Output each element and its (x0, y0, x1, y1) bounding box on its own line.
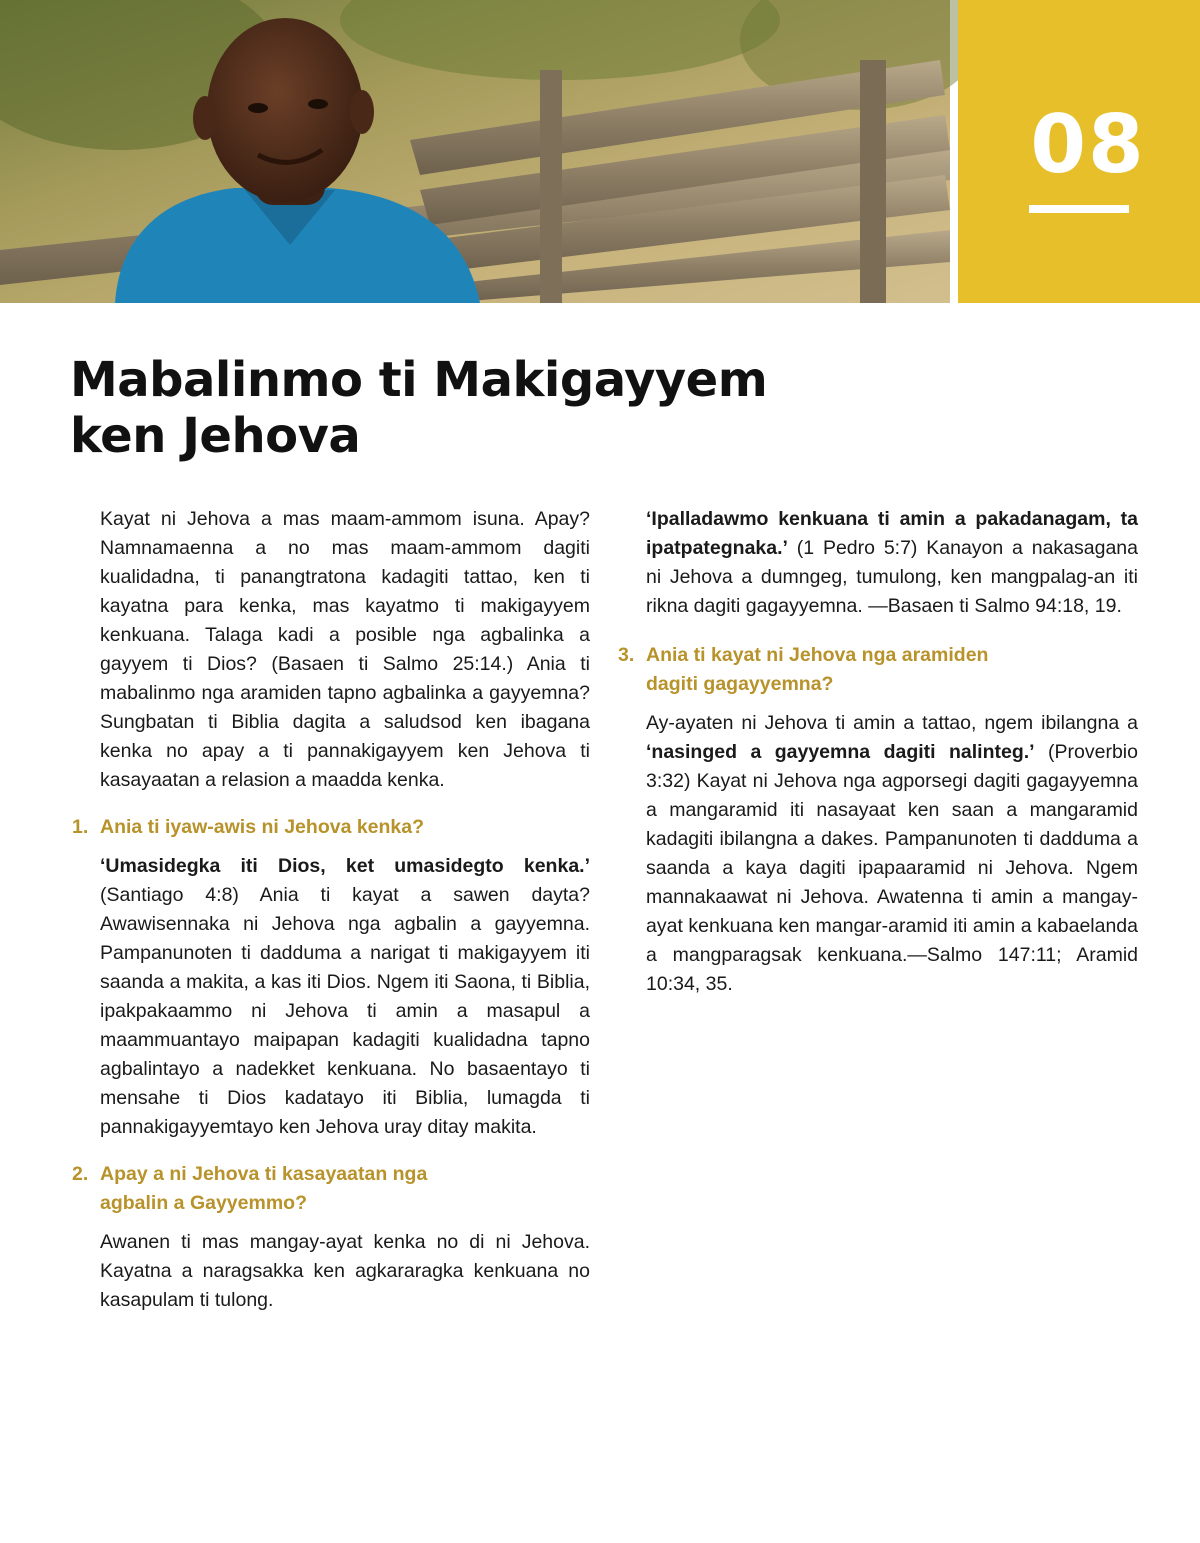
answer-3-body-end: (Proverbio 3:32) Kayat ni Jehova nga agporsegi dagiti gagayyemna a mangaramid iti nasayaat ken saan a mangaramid kadagiti ibilangna a dakes. Pampanunoten ti dadduma a saanda a kaya dagiti ipapaaramid ni Jehova. Ngem mannakaawat ni Jehova. Awatenna ti amin a mangay-ayat kenkuana ken mangar-aramid iti amin a kabaelanda a mangparagsak kenkuana.—Salmo 147:11; Aramid 10:34, 35. (646, 741, 1138, 995)
intro-paragraph: Kayat ni Jehova a mas maam-ammom isuna. Apay? Namnamaenna a no mas maam-ammom dagiti kualidadna, ti panangtratona kadagiti tattao, ken ti kayatna para kenka, mas kayatmo ti makigayyem kenkuana. Talaga kadi a posible nga agbalinka a gayyem ti Dios? (Basaen ti Salmo 25:14.) Ania ti mabalinmo nga aramiden tapno agbalinka a gayyemna? Sungbatan ti Biblia dagita a saludsod ken ibagana kenka no apay a ti pannakigayyem ken Jehova ti kasayaatan a relasion a maadda kenka. (100, 508, 590, 791)
chapter-underline (1029, 205, 1129, 213)
right-column (618, 505, 1138, 999)
question-3-number: 3. (618, 644, 635, 666)
answer-1-quote: ‘Umasidegka iti Dios, ket umasidegto kenka.’ (100, 855, 590, 877)
question-3 (618, 641, 1138, 699)
answer-3-body-start: Ay-ayaten ni Jehova ti amin a tattao, ngem ibilangna a (646, 712, 1138, 734)
question-3-line-2: dagiti gagayyemna? (646, 673, 834, 695)
question-1-number: 1. (72, 816, 89, 838)
question-2-line-1: Apay a ni Jehova ti kasayaatan nga (100, 1163, 428, 1185)
chapter-badge (958, 0, 1200, 303)
answer-1-body: (Santiago 4:8) Ania ti kayat a sawen dayta? Awawisennaka ni Jehova nga agbalin a gayyemna. Pampanunoten ti dadduma a narigat ti makigayyem iti saanda a makita, a kas iti Dios. Ngem iti Saona, ti Biblia, ipakpakaammo ni Jehova ti amin a masapul a maammuantayo maipapan kadagiti kualidadna tapno agbalintayo a nadekket kenkuana. No basaentayo ti mensahe ti Dios kadatayo iti Biblia, lumagda ti pannakigayyemtayo ken Jehova uray ditay makita. (100, 884, 590, 1138)
answer-2-body: (1 Pedro 5:7) Kanayon a nakasagana ni Jehova a dumngeg, tumulong, ken mangpalag-an iti rikna dagiti gagayyemna. —Basaen ti Salmo 94:18, 19. (646, 537, 1138, 617)
question-2-number: 2. (72, 1163, 89, 1185)
question-1-text: Ania ti iyaw-awis ni Jehova kenka? (100, 816, 425, 838)
answer-2-paragraph-start: Awanen ti mas mangay-ayat kenka no di ni Jehova. Kayatna a naragsakka ken agkararagka kenkuana no kasapulam ti tulong. (100, 1231, 590, 1311)
answer-3-paragraph (646, 709, 1138, 999)
answer-2-paragraph-cont (646, 505, 1138, 621)
hero-photo (0, 0, 950, 303)
chapter-number: 08 (1030, 98, 1146, 191)
question-2 (72, 1160, 590, 1218)
man-on-bench-illustration (0, 0, 950, 303)
question-1 (72, 813, 590, 842)
answer-1-paragraph (100, 852, 590, 1142)
answer-3-quote: ‘nasinged a gayyemna dagiti nalinteg.’ (646, 741, 1035, 763)
title-line-2: ken Jehova (70, 408, 361, 464)
left-column (72, 505, 590, 1311)
title-line-1: Mabalinmo ti Makigayyem (70, 352, 768, 408)
answer-2-quote: ‘Ipalladawmo kenkuana ti amin a pakadanagam, ta ipatpategnaka.’ (646, 508, 1138, 559)
page-title (70, 352, 790, 464)
question-2-line-2: agbalin a Gayyemmo? (100, 1192, 307, 1214)
question-3-line-1: Ania ti kayat ni Jehova nga aramiden (646, 644, 989, 666)
